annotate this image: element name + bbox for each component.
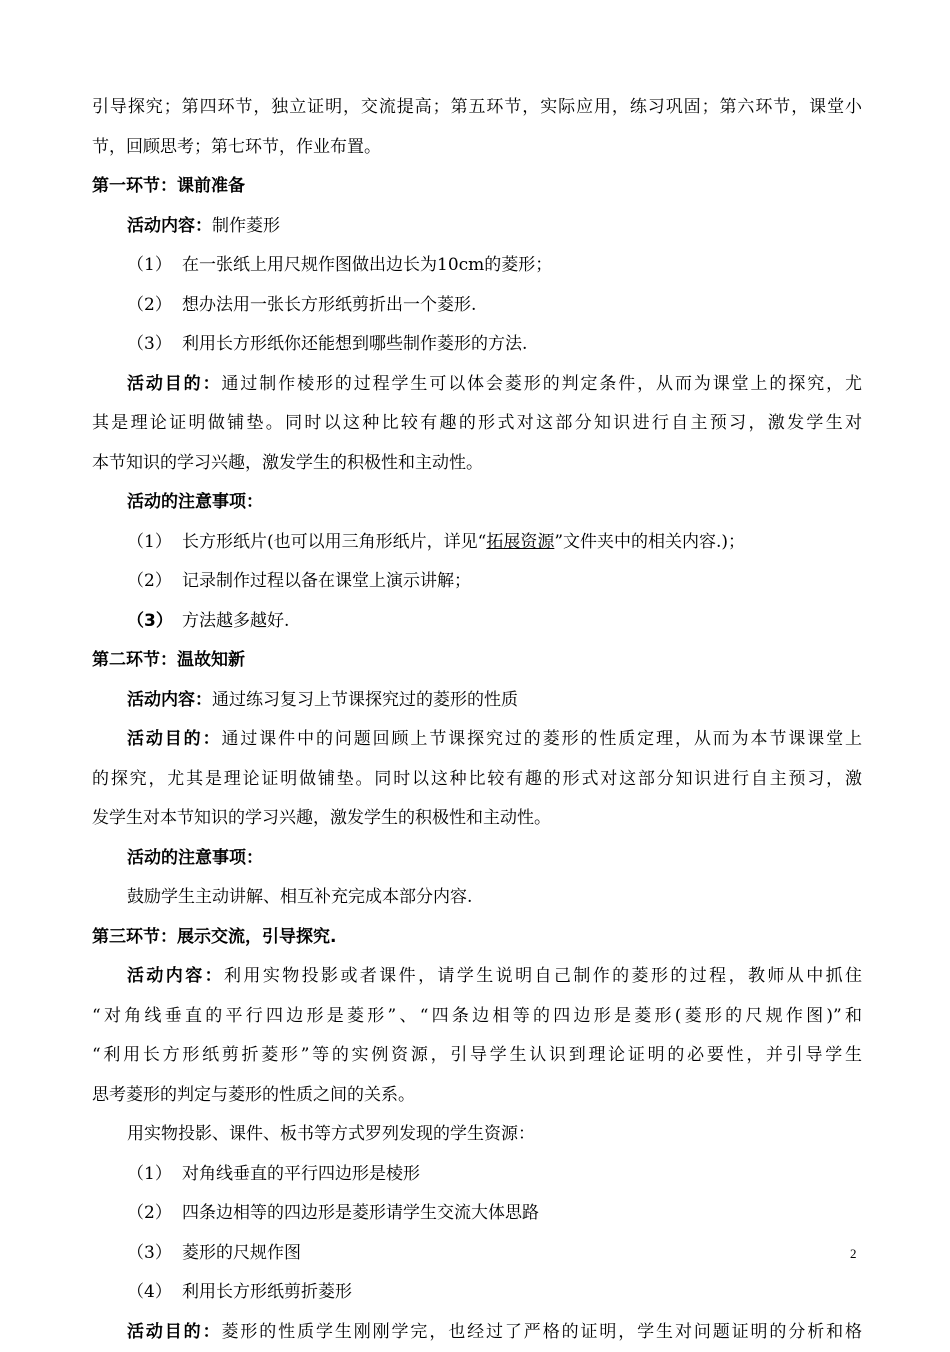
text: 利用实物投影或者课件，请学生说明自己制作的菱形的过程，教师从中抓住 <box>224 966 862 986</box>
list-item <box>92 602 862 642</box>
list-item <box>92 1155 862 1195</box>
item-number: （1） <box>127 246 182 286</box>
text: 发学生对本节知识的学习兴趣，激发学生的积极性和主动性。 <box>92 808 551 828</box>
list-item <box>92 562 862 602</box>
text: 菱形的性质学生刚刚学完，也经过了严格的证明，学生对问题证明的分析和格 <box>221 1322 862 1342</box>
paragraph-line <box>92 444 862 484</box>
item-text: 在一张纸上用尺规作图做出边长为10cm的菱形； <box>182 255 552 275</box>
section-heading-2: 第二环节：温故知新 <box>92 641 862 681</box>
activity-goal <box>92 1313 862 1352</box>
label: 活动内容： <box>127 690 212 710</box>
item-text: 长方形纸片(也可以用三角形纸片，详见“ <box>182 532 486 552</box>
item-text: 对角线垂直的平行四边形是棱形 <box>182 1164 420 1184</box>
label: 活动内容： <box>127 216 212 236</box>
item-number: （3） <box>127 1234 182 1274</box>
document-body <box>92 88 862 1352</box>
text: 通过练习复习上节课探究过的菱形的性质 <box>212 690 518 710</box>
item-number: （2） <box>127 286 182 326</box>
text: 思考菱形的判定与菱形的性质之间的关系。 <box>92 1085 415 1105</box>
text: 引导探究；第四环节，独立证明，交流提高；第五环节，实际应用，练习巩固；第六环节，课堂小 <box>92 97 862 117</box>
list-item <box>92 325 862 365</box>
paragraph-line <box>92 128 862 168</box>
item-text: 记录制作过程以备在课堂上演示讲解； <box>182 571 471 591</box>
item-text: 方法越多越好. <box>182 611 289 631</box>
item-number: （1） <box>127 523 182 563</box>
list-item <box>92 246 862 286</box>
text: “利用长方形纸剪折菱形”等的实例资源，引导学生认识到理论证明的必要性，并引导学生 <box>92 1045 862 1065</box>
notes-heading: 活动的注意事项： <box>92 839 862 879</box>
text: 其是理论证明做铺垫。同时以这种比较有趣的形式对这部分知识进行自主预习，激发学生对 <box>92 413 862 433</box>
text: “对角线垂直的平行四边形是菱形”、“四条边相等的四边形是菱形(菱形的尺规作图)”和 <box>92 1006 862 1026</box>
list-item <box>92 1194 862 1234</box>
item-number: （3） <box>127 602 182 642</box>
item-number: （2） <box>127 562 182 602</box>
list-item <box>92 286 862 326</box>
label: 活动内容： <box>127 966 224 986</box>
text: 鼓励学生主动讲解、相互补充完成本部分内容. <box>127 887 472 907</box>
item-text: 想办法用一张长方形纸剪折出一个菱形. <box>182 295 476 315</box>
paragraph-line <box>92 404 862 444</box>
paragraph-line <box>92 88 862 128</box>
text: 通过课件中的问题回顾上节课探究过的菱形的性质定理，从而为本节课课堂上 <box>221 729 862 749</box>
text: 本节知识的学习兴趣，激发学生的积极性和主动性。 <box>92 453 483 473</box>
item-text: 利用长方形纸你还能想到哪些制作菱形的方法. <box>182 334 527 354</box>
activity-goal <box>92 720 862 760</box>
paragraph-line <box>92 799 862 839</box>
item-number: （4） <box>127 1273 182 1313</box>
label: 活动目的： <box>127 1322 221 1342</box>
notes-heading: 活动的注意事项： <box>92 483 862 523</box>
item-text: 菱形的尺规作图 <box>182 1243 301 1263</box>
list-item <box>92 1273 862 1313</box>
item-number: （1） <box>127 1155 182 1195</box>
activity-content <box>92 681 862 721</box>
activity-content <box>92 957 862 997</box>
list-item <box>92 1234 862 1274</box>
label: 活动目的： <box>127 374 221 394</box>
text: 的探究，尤其是理论证明做铺垫。同时以这种比较有趣的形式对这部分知识进行自主预习，激 <box>92 769 862 789</box>
item-number: （3） <box>127 325 182 365</box>
item-number: （2） <box>127 1194 182 1234</box>
text: 用实物投影、课件、板书等方式罗列发现的学生资源： <box>127 1124 535 1144</box>
section-heading-3: 第三环节：展示交流，引导探究. <box>92 918 862 958</box>
page-number: 2 <box>850 1246 857 1262</box>
text: 通过制作棱形的过程学生可以体会菱形的判定条件，从而为课堂上的探究，尤 <box>221 374 862 394</box>
paragraph-line <box>92 1115 862 1155</box>
label: 活动目的： <box>127 729 221 749</box>
text: 节，回顾思考；第七环节，作业布置。 <box>92 137 381 157</box>
activity-goal <box>92 365 862 405</box>
text: 制作菱形 <box>212 216 280 236</box>
activity-content <box>92 207 862 247</box>
paragraph-line <box>92 1036 862 1076</box>
item-text: 利用长方形纸剪折菱形 <box>182 1282 352 1302</box>
paragraph-line <box>92 1076 862 1116</box>
item-text: ”文件夹中的相关内容.)； <box>554 532 745 552</box>
item-text: 四条边相等的四边形是菱形请学生交流大体思路 <box>182 1203 539 1223</box>
resource-link[interactable]: 拓展资源 <box>486 532 554 552</box>
paragraph-line <box>92 760 862 800</box>
paragraph-line <box>92 997 862 1037</box>
paragraph-line <box>92 878 862 918</box>
section-heading-1: 第一环节：课前准备 <box>92 167 862 207</box>
list-item <box>92 523 862 563</box>
